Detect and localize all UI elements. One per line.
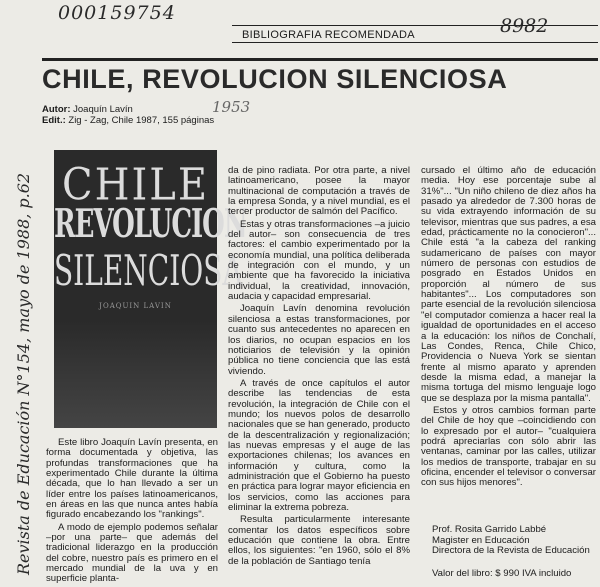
page-title: CHILE, REVOLUCION SILENCIOSA	[42, 64, 508, 94]
edition-label: Edit.:	[42, 115, 66, 126]
book-price: Valor del libro: $ 990 IVA incluido	[432, 568, 572, 579]
book-cover-image	[54, 150, 247, 428]
section-header: BIBLIOGRAFIA RECOMENDADA	[232, 25, 598, 43]
paragraph: Joaquín Lavín denomina revolución silenciosa a estas transformaciones, por cuanto sus antecedentes no aparecen en los diarios, no ocupan espacios en los noticiarios de televisión y la opinión pública no tiene conciencia que las está viviendo.	[228, 303, 410, 377]
paragraph: da de pino radiata. Por otra parte, a nivel latinoamericano, posee la mayor multinacional de computación a través de la empresa Sonda, y a nivel mundial, es el tercer productor de salmón del Pacífico.	[228, 165, 410, 218]
handwritten-margin-note: Revista de Educación N°154, mayo de 1988, p.62	[14, 172, 33, 575]
signature-name: Prof. Rosita Garrido Labbé	[432, 524, 547, 535]
handwritten-id-number: 000159754	[58, 2, 176, 24]
edition-info: Zig - Zag, Chile 1987, 155 páginas	[68, 115, 215, 126]
paragraph: Resulta particularmente interesante comentar los datos específicos sobre educación que contiene la obra. Entre ellos, los siguientes: "en 1960, sólo el 8% de la población de Santiago tenía	[228, 514, 410, 567]
paragraph: A modo de ejemplo podemos señalar –por una parte– que además del tradicional liderazgo en la producción del cobre, nuestro país es primero en el mercado mundial de la uva y en superficie planta-	[46, 521, 218, 585]
cover-word-revolucion: REVOLUCION	[54, 202, 247, 248]
paragraph: Estos y otros cambios forman parte del Chile de hoy que –coincidiendo con lo expresado por el autor– "cualquiera podrá apreciarlas con sólo abrir las ventanas, caminar por las calles, utilizar los medios de transporte, trabajar en su oficina, encender el televisor o conversar con sus hijos menores".	[421, 404, 596, 489]
author-line	[42, 104, 214, 115]
cover-shade	[54, 320, 217, 428]
handwritten-code: 8982	[500, 15, 549, 37]
book-meta	[42, 104, 214, 126]
title-rule	[42, 58, 598, 61]
handwritten-year: 1953	[212, 98, 251, 116]
paragraph: cursado el último año de educación media. Hoy ese porcentaje sube al 31%"... "Un niño chileno de diez años ha pasado ya alrededor de 7.300 horas de su vida extrayendo información de su televisor, mientras que sus padres, a esa edad, prácticamente no la conocieron"... Chile está "a la cabeza del ranking sudamericano de países con mayor número de personas con estudios de posgrado en Estados Unidos en proporción al número de sus habitantes"... Los computadores son parte esencial de la revolución silenciosa "el computador comienza a hacer real la igualdad de oportunidades en el acceso a la educación: los niños de Conchalí, Las Condes, Renca, Chile Chico, Providencia o Nueva York se sientan frente al mismo aparato y aprenden desde la misma edad, a manejar la misma tortuga del mismo lenguaje logo que se desplaza por la misma pantalla".	[421, 165, 596, 404]
signature-block	[432, 525, 590, 557]
paragraph: Este libro Joaquín Lavín presenta, en forma documentada y objetiva, las profundas transformaciones que ha experimentado Chile durante la última década, que lo han llevado a ser un líder entre los países latinoamericanos, en áreas en las que nunca antes había figurado encabezando los "rankings".	[46, 437, 218, 521]
article-column-2	[228, 166, 410, 569]
cover-word-silenciosa: SILENCIOSA	[54, 245, 243, 296]
paragraph: A través de once capítulos el autor describe las tendencias de esta revolución, la integración de Chile con el mundo; los nuevos polos de desarrollo nacionales que se han generado, producto de la descentralización y regionalización; las nuevas empresas y el auge de las exportaciones chilenas; los avances en información y cultura, como la administración que el Gobierno ha puesto en práctica para lograr mayor eficiencia en los servicios, como las acciones para eliminar la extrema pobreza.	[228, 377, 410, 513]
author-name: Joaquín Lavín	[73, 104, 133, 115]
edition-line	[42, 115, 214, 126]
signature-role: Magister en Educación	[432, 534, 530, 546]
cover-word-chile: CHILE	[61, 159, 210, 211]
signature-role: Directora de la Revista de Educación	[432, 545, 590, 556]
paragraph: Estas y otras transformaciones –a juicio del autor– son consecuencia de tres factores: el cambio experimentado por la economía mundial, una política deliberada de integración con el mundo, y un ambiente que ha favorecido la iniciativa individual, la creatividad, innovación, audacia y capacidad empresarial.	[228, 218, 410, 303]
article-column-1	[46, 438, 218, 587]
cover-author: JOAQUIN LAVIN	[99, 302, 172, 310]
article-column-3	[421, 166, 596, 491]
author-label: Autor:	[42, 104, 71, 115]
